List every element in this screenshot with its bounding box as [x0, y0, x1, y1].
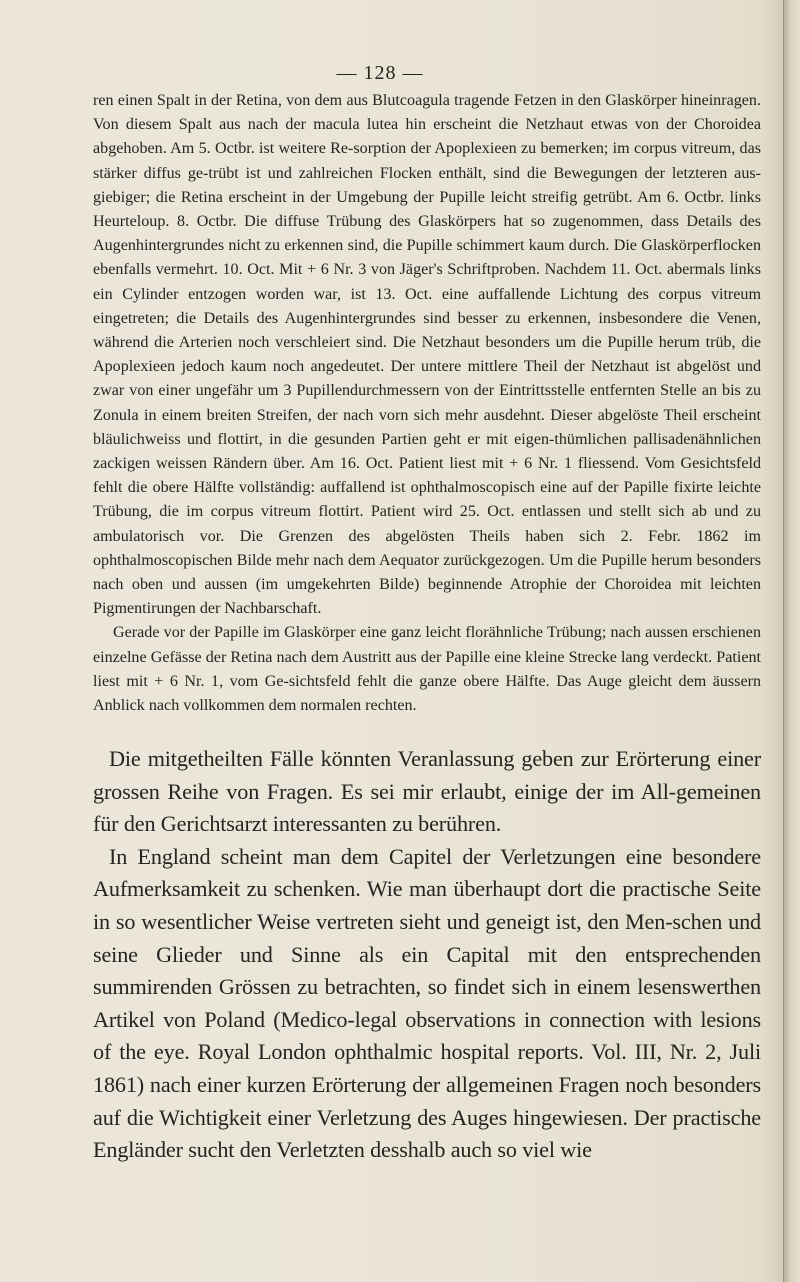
body-paragraph: In England scheint man dem Capitel der Verletzungen eine besondere Aufmerksamkeit zu schenken. Wie man überhaupt dort die practische Seite in so wesentlicher Weise vertreten sieht und geneigt ist, den Men-schen und seine Glieder und Sinne als ein Capital mit den entsprechenden summirenden Grössen zu betrachten, so findet sich in einem lesenswerthen Artikel von Poland (Medico-legal observations in connection with lesions of the eye. Royal London ophthalmic hospital reports. Vol. III, Nr. 2, Juli 1861) nach einer kurzen Erörterung der allgemeinen Fragen noch besonders auf die Wichtigkeit einer Verletzung des Auges hingewiesen. Der practische Engländer sucht den Verletzten desshalb auch so viel wie [93, 843, 761, 1163]
case-paragraph: Gerade vor der Papille im Glaskörper eine ganz leicht florähnliche Trübung; nach aussen erschienen einzelne Gefässe der Retina nach dem Austritt aus der Papille eine kleine Strecke lang verdeckt. Patient liest mit + 6 Nr. 1, vom Ge-sichtsfeld fehlt die ganze obere Hälfte. Das Auge gleicht dem äussern Anblick nach vollkommen dem normalen rechten. [93, 624, 761, 715]
page-number: — 128 — [336, 62, 424, 84]
adjacent-page-edge [783, 0, 800, 1282]
body-paragraph: Die mitgetheilten Fälle könnten Veranlassung geben zur Erörterung einer grossen Reihe von Fragen. Es sei mir erlaubt, einige der im All-gemeinen für den Gerichtsarzt interessanten zu berühren. [93, 746, 761, 837]
case-report-text [93, 89, 761, 718]
main-body-text [93, 743, 761, 1167]
case-paragraph: ren einen Spalt in der Retina, von dem aus Blutcoagula tragende Fetzen in den Glaskörper hineinragen. Von diesem Spalt aus nach der macula lutea hin erscheint die Netzhaut etwas von der Choroidea abgehoben. Am 5. Octbr. ist weitere Re-sorption der Apoplexieen zu bemerken; im corpus vitreum, das stärker diffus ge-trübt ist und zahlreichen Flocken enthält, sind die Bewegungen der letzteren aus-giebiger; die Retina erscheint in der Umgebung der Pupille leicht streifig getrübt. Am 6. Octbr. links Heurteloup. 8. Octbr. Die diffuse Trübung des Glaskörpers hat so zugenommen, dass Details des Augenhintergrundes nicht zu erkennen sind, die Pupille schimmert kaum durch. Die Glaskörperflocken ebenfalls vermehrt. 10. Oct. Mit + 6 Nr. 3 von Jäger's Schriftproben. Nachdem 11. Oct. abermals links ein Cylinder entzogen worden war, ist 13. Oct. eine auffallende Lichtung des corpus vitreum eingetreten; die Details des Augenhintergrundes sind besser zu erkennen, insbesondere die Venen, während die Arterien noch verschleiert sind. Die Netzhaut besonders um die Pupille herum trüb, die Apoplexieen jedoch kaum noch angedeutet. Der untere mittlere Theil der Netzhaut ist abgelöst und zwar von einer ungefähr um 3 Pupillendurchmessern von der Eintrittsstelle entfernten Stelle an bis zu Zonula in einem breiten Streifen, der nach vorn sich mehr ausdehnt. Dieser abgelöste Theil erscheint bläulichweiss und flottirt, in die gesunden Partien geht er mit eigen-thümlichen pallisadenähnlichen zackigen weissen Rändern über. Am 16. Oct. Patient liest mit + 6 Nr. 1 fliessend. Vom Gesichtsfeld fehlt die obere Hälfte vollständig: auffallend ist ophthalmoscopisch eine auf der Papille fixirte leichte Trübung, die im corpus vitreum flottirt. Patient wird 25. Oct. entlassen und stellt sich ab und zu ambulatorisch vor. Die Grenzen des abgelösten Theils haben sich 2. Febr. 1862 im ophthalmoscopischen Bilde mehr nach dem Aequator zurückgezogen. Um die Pupille herum besonders nach oben und aussen (im umgekehrten Bilde) beginnende Atrophie der Choroidea mit leichten Pigmentirungen der Nachbarschaft. [93, 92, 761, 618]
